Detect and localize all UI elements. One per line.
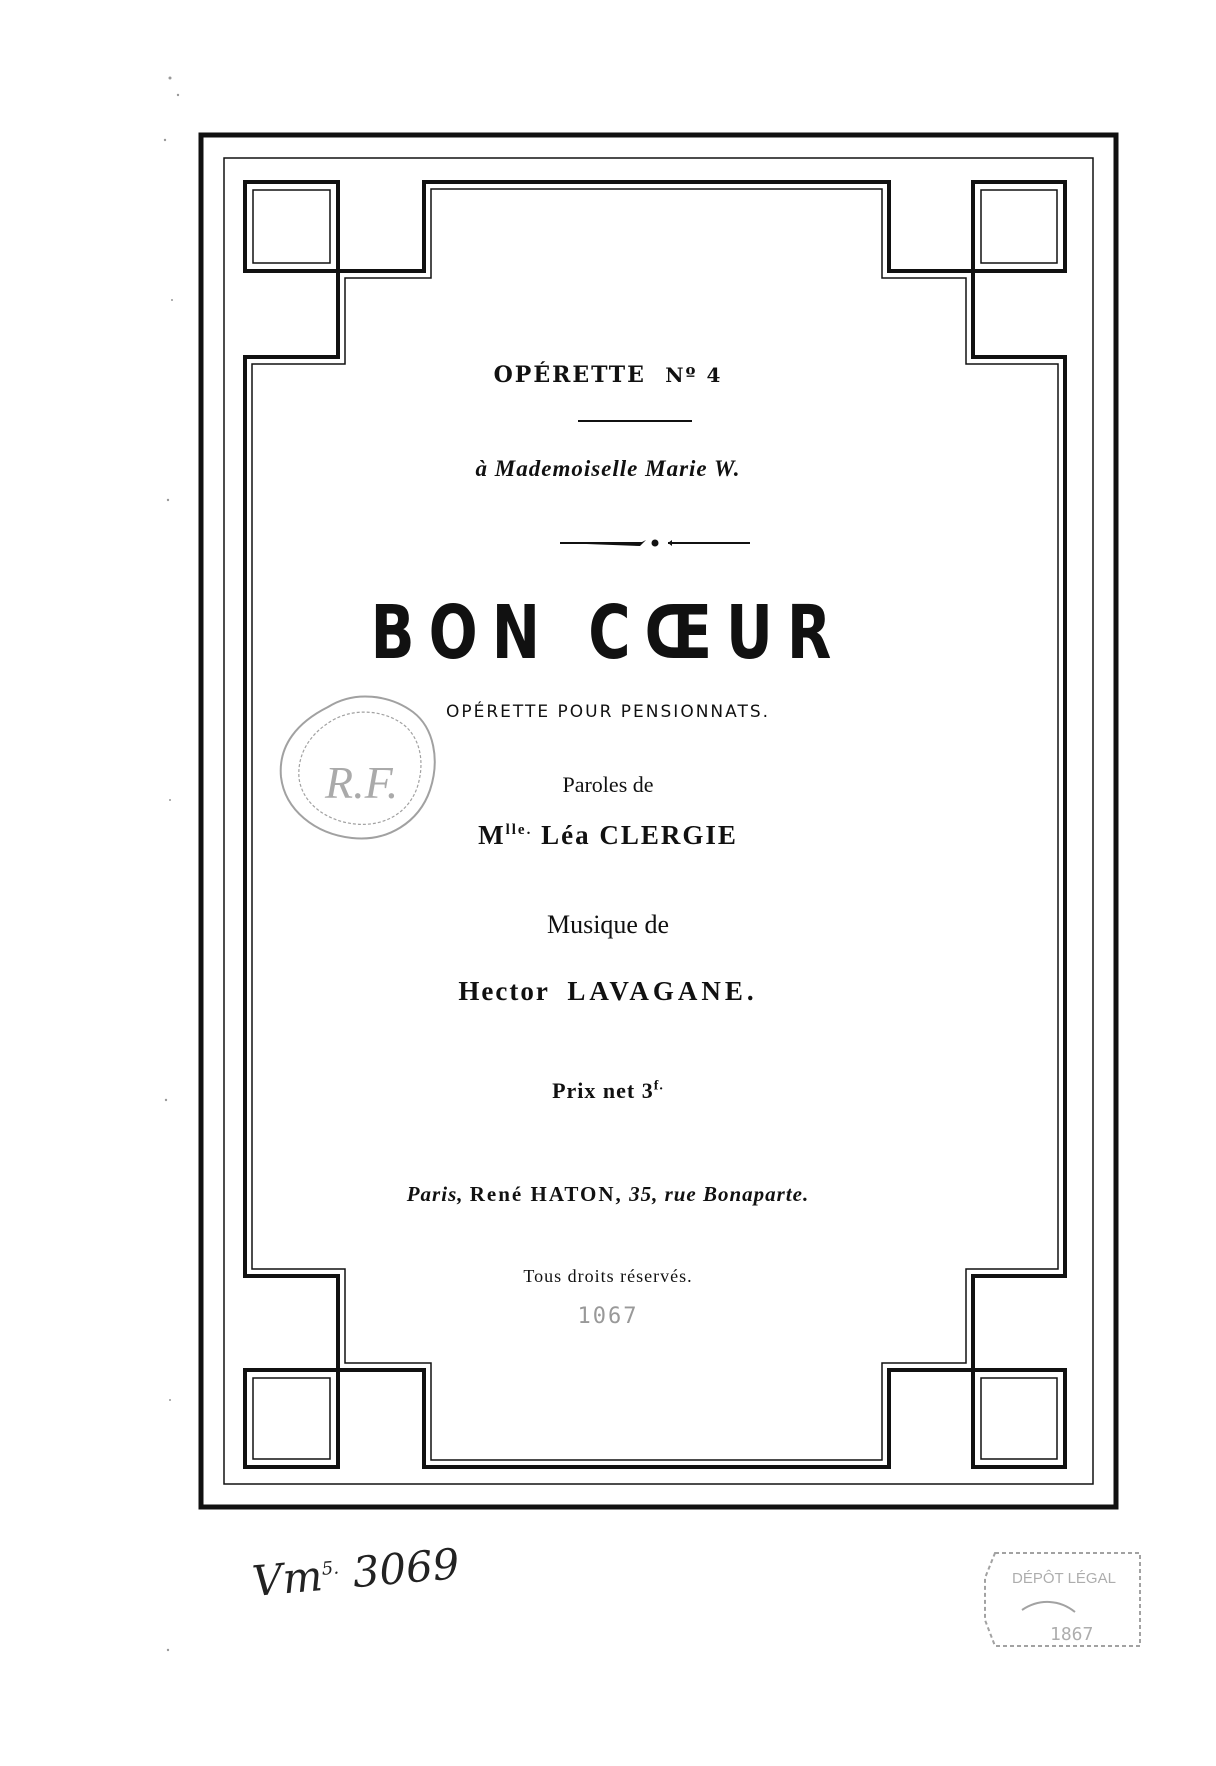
subtitle: OPÉRETTE POUR PENSIONNATS. [445, 702, 771, 722]
composer-first-name: Hector [458, 976, 550, 1006]
lyricist-label: Paroles de [562, 772, 654, 797]
corner-square-top-right [973, 182, 1065, 271]
heading-label: OPÉRETTE [493, 362, 646, 388]
main-title: BON CŒUR [370, 590, 846, 676]
publisher-address: 35, rue Bonaparte. [629, 1182, 810, 1206]
publisher-city: Paris, [406, 1182, 464, 1206]
rule-ornament [560, 540, 750, 547]
price-text: Prix net 3 [552, 1078, 654, 1103]
svg-text:R.F.: R.F. [325, 757, 399, 808]
svg-text:DÉPÔT LÉGAL: DÉPÔT LÉGAL [1012, 1570, 1116, 1587]
publisher-name: René HATON, [469, 1182, 623, 1206]
shelfmark-sup: 5. [320, 1557, 340, 1580]
corner-square-bottom-right [973, 1370, 1065, 1467]
stamped-number: 1067 [577, 1304, 639, 1329]
svg-text:1867: 1867 [1050, 1624, 1094, 1645]
heading-number: Nº 4 [665, 363, 723, 387]
margin-specks [164, 77, 179, 1652]
corner-stamp [985, 1553, 1140, 1646]
composer-name [0, 976, 1216, 1007]
composer-last-name: LAVAGANE. [567, 976, 758, 1006]
shelfmark-number: 3069 [350, 1539, 462, 1598]
price [0, 1078, 1216, 1104]
corner-square-top-left [245, 182, 338, 271]
price-sup: f. [653, 1078, 664, 1094]
lyricist-title-sup: lle. [505, 822, 533, 838]
lyricist-fullname: Léa CLERGIE [541, 820, 738, 850]
shelfmark-main: Vm [250, 1551, 325, 1606]
dedication: à Mademoiselle Marie W. [475, 456, 741, 481]
rights-notice: Tous droits réservés. [523, 1266, 693, 1286]
lyricist-name [0, 820, 1216, 851]
corner-square-bottom-left [245, 1370, 338, 1467]
publisher-line [0, 1182, 1216, 1207]
operetta-heading [0, 362, 1216, 388]
lyricist-title: M [478, 820, 506, 850]
composer-label: Musique de [546, 910, 670, 939]
